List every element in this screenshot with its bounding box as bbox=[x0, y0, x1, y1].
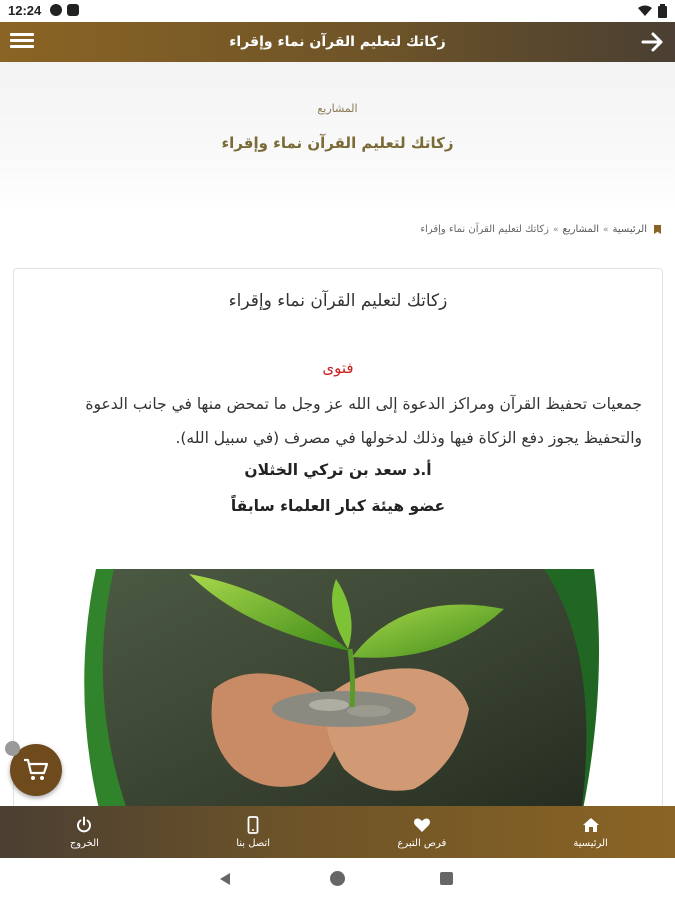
menu-button[interactable] bbox=[10, 30, 34, 54]
nav-logout-label: الخروج bbox=[69, 837, 99, 849]
nav-home[interactable] bbox=[506, 806, 675, 858]
phone-icon bbox=[244, 816, 262, 834]
battery-icon bbox=[658, 4, 667, 18]
menu-icon bbox=[10, 33, 34, 36]
app-bar bbox=[0, 22, 675, 62]
project-title: زكاتك لتعليم القرآن نماء وإقراء bbox=[228, 291, 448, 311]
power-icon bbox=[75, 816, 93, 834]
system-nav-bar bbox=[0, 858, 675, 900]
breadcrumb-separator: » bbox=[603, 224, 609, 235]
bookmark-icon bbox=[654, 225, 661, 234]
hero-title: زكاتك لتعليم القرآن نماء وإقراء bbox=[221, 134, 454, 152]
hero-section-label: المشاريع bbox=[317, 102, 358, 115]
sd-card-icon bbox=[67, 4, 79, 16]
home-icon bbox=[582, 816, 600, 834]
status-time: 12:24 bbox=[8, 3, 42, 18]
heart-icon bbox=[413, 816, 431, 834]
back-arrow-button[interactable] bbox=[639, 28, 667, 56]
fatwa-text: جمعيات تحفيظ القرآن ومراكز الدعوة إلى الله عز وجل ما تمحض منها في جانب الدعوة والتحفيظ يجوز دفع الزكاة فيها وذلك لدخولها في مصرف (في سبيل الله). bbox=[85, 395, 642, 447]
fatwa-author-role: عضو هيئة كبار العلماء سابقاً bbox=[230, 497, 446, 515]
notification-icon bbox=[50, 4, 62, 16]
project-image bbox=[74, 569, 602, 829]
nav-donate[interactable] bbox=[338, 806, 507, 858]
nav-home-label: الرئيسية bbox=[573, 837, 608, 849]
breadcrumb bbox=[420, 224, 661, 235]
nav-donate-label: فرص التبرع bbox=[397, 837, 447, 849]
breadcrumb-current: زكاتك لتعليم القرآن نماء وإقراء bbox=[420, 224, 549, 235]
system-home-icon[interactable] bbox=[330, 871, 345, 886]
badge-dot bbox=[5, 741, 20, 756]
system-recents-icon[interactable] bbox=[440, 872, 453, 885]
wifi-icon bbox=[638, 5, 652, 17]
breadcrumb-home[interactable]: الرئيسية bbox=[612, 224, 647, 235]
project-card bbox=[13, 268, 663, 830]
nav-logout[interactable] bbox=[0, 806, 169, 858]
fatwa-author: أ.د سعد بن تركي الخثلان bbox=[244, 461, 432, 479]
nav-contact[interactable] bbox=[169, 806, 338, 858]
status-bar bbox=[0, 0, 675, 22]
app-title: زكاتك لتعليم القرآن نماء وإقراء bbox=[229, 34, 446, 50]
breadcrumb-separator: » bbox=[553, 224, 559, 235]
cart-icon bbox=[23, 758, 49, 782]
fatwa-label: فتوى bbox=[322, 359, 354, 377]
page-hero bbox=[0, 62, 675, 212]
bottom-nav bbox=[0, 806, 675, 858]
system-back-icon[interactable] bbox=[218, 872, 232, 886]
breadcrumb-projects[interactable]: المشاريع bbox=[562, 224, 600, 235]
nav-contact-label: اتصل بنا bbox=[236, 837, 271, 849]
